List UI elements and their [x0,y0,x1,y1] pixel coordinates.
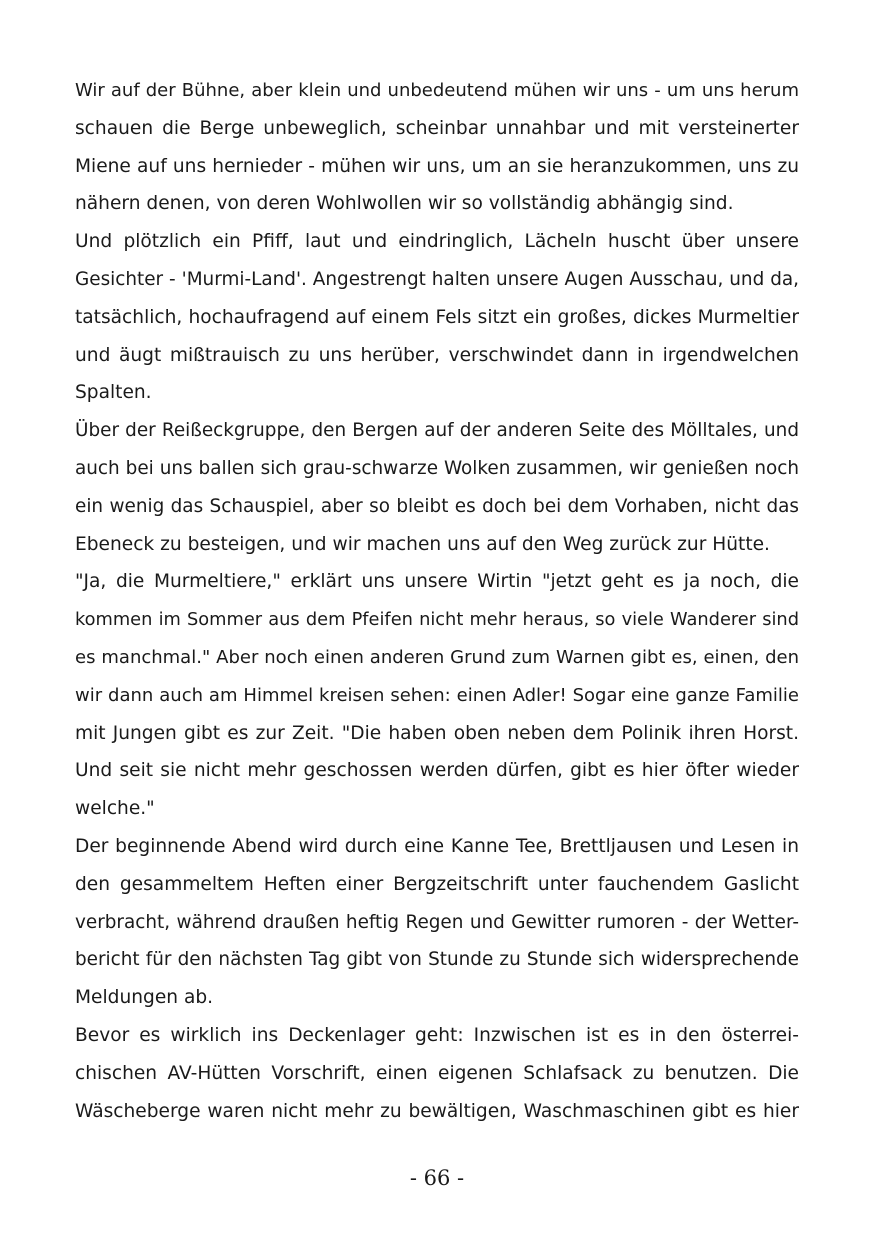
text-line: Gesichter - 'Murmi-Land'. Angestrengt halten unsere Augen Ausschau, und da, [75,268,799,290]
text-line: welche." [75,798,155,820]
text-line: mit Jungen gibt es zur Zeit. "Die haben oben neben dem Polinik ihren Horst. [75,722,799,744]
text-line: schauen die Berge unbeweglich, scheinbar unnahbar und mit versteinerter [75,117,799,139]
text-line: Über der Reißeckgruppe, den Bergen auf der anderen Seite des Mölltales, und [75,420,799,442]
text-line: Wir auf der Bühne, aber klein und unbedeutend mühen wir uns - um uns herum [75,80,799,101]
text-line: tatsächlich, hochaufragend auf einem Fels sitzt ein großes, dickes Murmeltier [75,306,799,328]
text-line: auch bei uns ballen sich grau-schwarze Wolken zusammen, wir genießen noch [75,457,799,479]
text-line: Miene auf uns hernieder - mühen wir uns, um an sie heranzukommen, uns zu [75,155,799,177]
text-line: den gesammeltem Heften einer Bergzeitschrift unter fauchendem Gaslicht [75,873,799,895]
text-line: Ebeneck zu besteigen, und wir machen uns auf den Weg zurück zur Hütte. [75,533,770,555]
text-line: chischen AV-Hütten Vorschrift, einen eigenen Schlafsack zu benutzen. Die [75,1062,799,1084]
text-line: "Ja, die Murmeltiere," erklärt uns unsere Wirtin "jetzt geht es ja noch, die [75,571,799,593]
text-line: ein wenig das Schauspiel, aber so bleibt es doch bei dem Vorhaben, nicht das [75,495,799,517]
text-line: kommen im Sommer aus dem Pfeifen nicht mehr heraus, so viele Wanderer sind [75,609,799,631]
text-line: bericht für den nächsten Tag gibt von Stunde zu Stunde sich widersprechende [75,949,799,971]
text-line: Spalten. [75,382,152,404]
text-line: Wäscheberge waren nicht mehr zu bewältigen, Waschmaschinen gibt es hier [75,1100,799,1122]
body-text [75,72,799,1130]
page-number: - 66 - [409,1166,465,1190]
text-line: nähern denen, von deren Wohlwollen wir so vollständig abhängig sind. [75,193,734,215]
text-line: Und plötzlich ein Pfiff, laut und eindringlich, Lächeln huscht über unsere [75,231,799,253]
text-line: Der beginnende Abend wird durch eine Kanne Tee, Brettljausen und Lesen in [75,835,799,857]
text-line: es manchmal." Aber noch einen anderen Grund zum Warnen gibt es, einen, den [75,646,799,668]
text-line: Und seit sie nicht mehr geschossen werden dürfen, gibt es hier öfter wieder [75,760,799,782]
text-line: Meldungen ab. [75,987,214,1009]
text-line: verbracht, während draußen heftig Regen und Gewitter rumoren - der Wetter- [75,911,799,933]
text-line: und äugt mißtrauisch zu uns herüber, verschwindet dann in irgendwelchen [75,344,799,366]
text-line: Bevor es wirklich ins Deckenlager geht: Inzwischen ist es in den österrei- [75,1024,799,1046]
text-line: wir dann auch am Himmel kreisen sehen: einen Adler! Sogar eine ganze Familie [75,684,799,706]
